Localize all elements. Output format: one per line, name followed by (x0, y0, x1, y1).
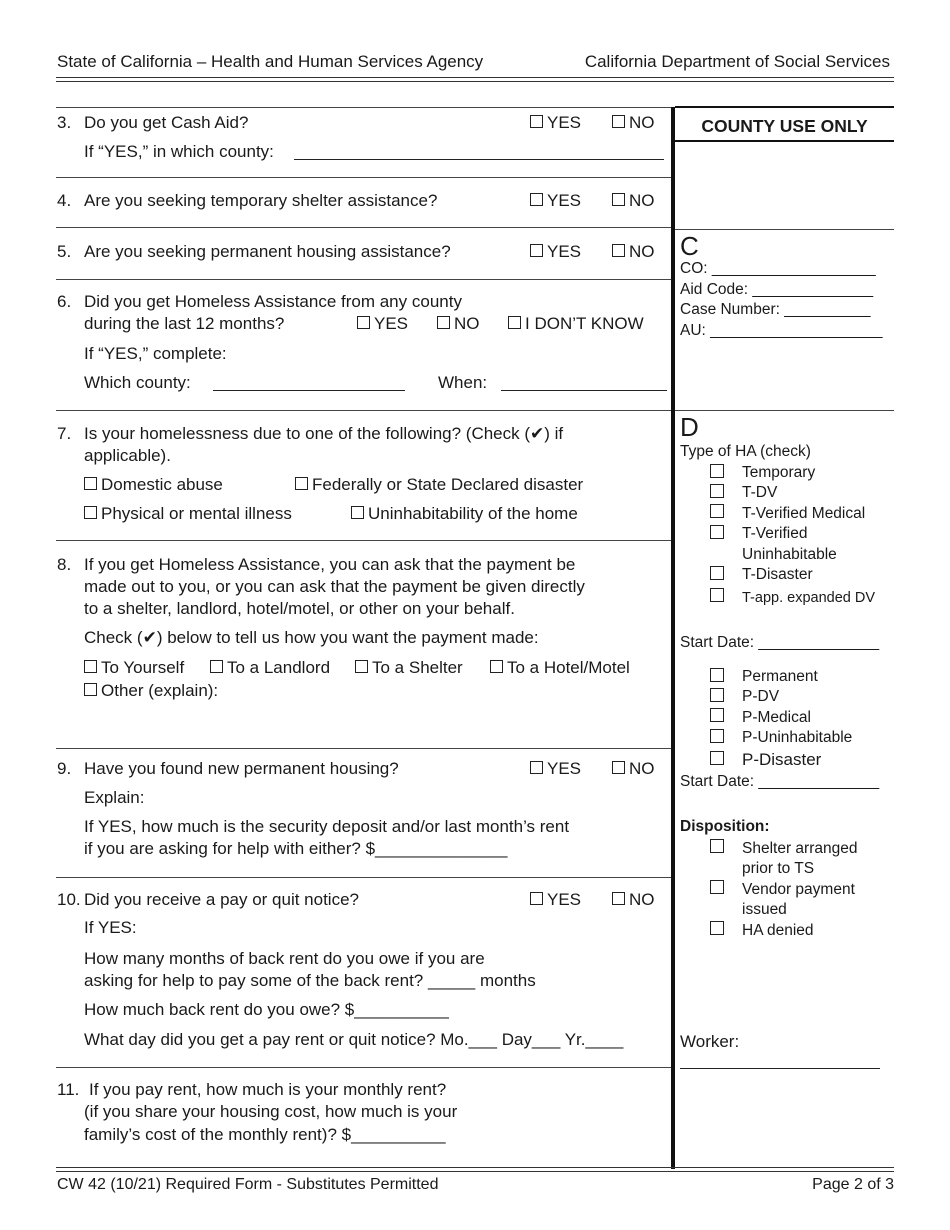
q6-number: 6. (57, 292, 72, 311)
option-label: Federally or State Declared disaster (312, 475, 584, 494)
no-label: NO (629, 890, 655, 909)
checkbox-icon[interactable] (530, 892, 543, 905)
q6-line1: Did you get Homeless Assistance from any county (84, 292, 462, 311)
option-label: Domestic abuse (101, 475, 223, 494)
footer-rule (56, 1167, 894, 1172)
no-label: NO (629, 242, 655, 261)
q10-yes-option[interactable] (530, 889, 581, 911)
q6-county-label: Which county: (84, 373, 191, 392)
q11-line3: family’s cost of the monthly rent)? $__________ (84, 1125, 446, 1144)
q10-line3: How much back rent do you owe? $__________ (84, 1000, 449, 1019)
worker-label: Worker: (680, 1032, 740, 1051)
checkbox-icon[interactable] (351, 506, 364, 519)
q9-line1: If YES, how much is the security deposit and/or last month’s rent (84, 817, 570, 836)
county-au-field: AU: ____________________ (680, 322, 883, 339)
no-label: NO (629, 191, 655, 210)
q7-line1: Is your homelessness due to one of the following? (Check (✔) if (84, 424, 564, 443)
q10-line1: How many months of back rent do you owe if you are (84, 949, 485, 968)
ha-denied-label: HA denied (742, 922, 814, 939)
q11-top-rule (56, 1067, 671, 1068)
q6-line2: during the last 12 months? (84, 314, 285, 333)
yes-label: YES (547, 113, 582, 132)
section-c-letter: C (680, 231, 699, 261)
q7-option-uninhabitability[interactable] (351, 503, 578, 525)
q5-no-option[interactable] (612, 241, 655, 263)
dont-know-label: I DON’T KNOW (525, 314, 644, 333)
q6-when-label: When: (438, 373, 488, 392)
option-label: To a Shelter (372, 658, 463, 677)
q10-top-rule (56, 877, 671, 878)
q11-line2: (if you share your housing cost, how much is your (84, 1102, 458, 1121)
q7-option-disaster[interactable] (295, 474, 583, 496)
checkbox-icon[interactable] (84, 506, 97, 519)
q11-line1: If you pay rent, how much is your monthly rent? (89, 1080, 447, 1099)
q8-number: 8. (57, 555, 72, 574)
county-co-field: CO: ___________________ (680, 260, 876, 277)
permanent-checkbox[interactable] (710, 668, 724, 682)
yes-label: YES (547, 759, 582, 778)
start-date-temporary: Start Date: ______________ (680, 634, 880, 651)
p-dv-checkbox[interactable] (710, 688, 724, 702)
checkbox-icon[interactable] (530, 761, 543, 774)
q9-text: Have you found new permanent housing? (84, 759, 399, 778)
q10-text: Did you receive a pay or quit notice? (84, 890, 359, 909)
county-rule-d (675, 410, 894, 411)
county-title-rule (675, 140, 894, 142)
q6-yes-option[interactable] (357, 313, 408, 335)
p-uninhabitable-checkbox[interactable] (710, 729, 724, 743)
option-label: To a Hotel/Motel (507, 658, 630, 677)
q8-option-landlord[interactable] (210, 657, 330, 679)
option-label: Other (explain): (101, 681, 219, 700)
county-rule-c (675, 229, 894, 230)
t-verified-uninhabitable-checkbox[interactable] (710, 525, 724, 539)
q6-no-option[interactable] (437, 313, 480, 335)
q7-line2: applicable). (84, 446, 171, 465)
q5-text: Are you seeking permanent housing assistance? (84, 242, 451, 261)
p-uninhabitable-label: P-Uninhabitable (742, 729, 853, 746)
q3-no-option[interactable] (612, 112, 655, 134)
prior-to-ts-label: prior to TS (742, 860, 815, 877)
checkbox-icon[interactable] (612, 761, 625, 774)
checkbox-icon[interactable] (84, 477, 97, 490)
temporary-checkbox[interactable] (710, 464, 724, 478)
county-use-only-title: COUNTY USE ONLY (701, 116, 868, 136)
temporary-label: Temporary (742, 464, 816, 481)
q4-number: 4. (57, 191, 72, 210)
p-disaster-checkbox[interactable] (710, 751, 724, 765)
checkbox-icon[interactable] (355, 660, 368, 673)
vendor-payment-checkbox[interactable] (710, 880, 724, 894)
county-case-number-field: Case Number: __________ (680, 301, 871, 318)
checkbox-icon[interactable] (210, 660, 223, 673)
checkbox-icon[interactable] (490, 660, 503, 673)
vendor-payment-label: Vendor payment (742, 881, 855, 898)
permanent-label: Permanent (742, 668, 818, 685)
t-verified-label: T-Verified (742, 525, 808, 542)
q3-top-rule (56, 107, 671, 108)
no-label: NO (454, 314, 480, 333)
option-label: To a Landlord (227, 658, 331, 677)
q9-top-rule (56, 748, 671, 749)
no-label: NO (629, 759, 655, 778)
yes-label: YES (547, 191, 582, 210)
checkbox-icon[interactable] (530, 244, 543, 257)
p-disaster-label: P-Disaster (742, 750, 822, 769)
t-app-expanded-dv-label: T-app. expanded DV (742, 590, 876, 606)
section-d-letter: D (680, 412, 699, 442)
q11-number: 11. (57, 1080, 80, 1099)
q3-text: Do you get Cash Aid? (84, 113, 249, 132)
q9-yes-option[interactable] (530, 758, 581, 780)
checkbox-icon[interactable] (612, 892, 625, 905)
q7-number: 7. (57, 424, 72, 443)
q4-text: Are you seeking temporary shelter assistance? (84, 191, 438, 210)
q6-if-yes: If “YES,” complete: (84, 344, 227, 363)
q8-line1: If you get Homeless Assistance, you can ask that the payment be (84, 555, 576, 574)
ha-denied-checkbox[interactable] (710, 921, 724, 935)
option-label: To Yourself (101, 658, 185, 677)
disposition-label: Disposition: (680, 818, 770, 835)
checkbox-icon[interactable] (612, 115, 625, 128)
header-agency: State of California – Health and Human Services Agency (57, 52, 484, 71)
option-label: Uninhabitability of the home (368, 504, 578, 523)
q10-if-yes: If YES: (84, 918, 137, 937)
q8-option-other[interactable] (84, 680, 218, 702)
q8-line2: made out to you, or you can ask that the payment be given directly (84, 577, 585, 596)
q8-option-hotel[interactable] (490, 657, 630, 679)
t-app-expanded-dv-checkbox[interactable] (710, 588, 724, 602)
checkbox-icon[interactable] (357, 316, 370, 329)
t-dv-label: T-DV (742, 484, 778, 501)
header-department: California Department of Social Services (584, 52, 890, 71)
t-verified-medical-label: T-Verified Medical (742, 505, 866, 522)
q3-county-label: If “YES,” in which county: (84, 142, 274, 161)
q3-county-field[interactable] (294, 159, 664, 160)
county-top-rule (675, 106, 894, 108)
checkbox-icon[interactable] (530, 193, 543, 206)
q6-when-field[interactable] (501, 390, 667, 391)
q9-no-option[interactable] (612, 758, 655, 780)
type-of-ha-label: Type of HA (check) (680, 443, 811, 460)
p-medical-checkbox[interactable] (710, 708, 724, 722)
q4-top-rule (56, 177, 671, 178)
checkbox-icon[interactable] (84, 660, 97, 673)
worker-field[interactable] (680, 1068, 880, 1069)
no-label: NO (629, 113, 655, 132)
t-disaster-label: T-Disaster (742, 566, 813, 583)
uninhabitable-label: Uninhabitable (742, 546, 837, 563)
option-label: Physical or mental illness (101, 504, 292, 523)
header-rule (56, 77, 894, 82)
yes-label: YES (547, 890, 582, 909)
q10-line2: asking for help to pay some of the back rent? _____ months (84, 971, 536, 990)
t-disaster-checkbox[interactable] (710, 566, 724, 580)
q8-top-rule (56, 540, 671, 541)
q6-dont-know-option[interactable] (508, 313, 644, 335)
q9-explain: Explain: (84, 788, 145, 807)
checkbox-icon[interactable] (84, 683, 97, 696)
q3-number: 3. (57, 113, 72, 132)
p-dv-label: P-DV (742, 688, 780, 705)
q10-no-option[interactable] (612, 889, 655, 911)
p-medical-label: P-Medical (742, 709, 811, 726)
q10-line4: What day did you get a pay rent or quit notice? Mo.___ Day___ Yr.____ (84, 1030, 624, 1049)
q9-line2: if you are asking for help with either? $______________ (84, 839, 508, 858)
q8-line3: to a shelter, landlord, hotel/motel, or other on your behalf. (84, 599, 515, 618)
q5-yes-option[interactable] (530, 241, 581, 263)
q4-yes-option[interactable] (530, 190, 581, 212)
yes-label: YES (547, 242, 582, 261)
footer-form-id: CW 42 (10/21) Required Form - Substitutes Permitted (57, 1176, 439, 1193)
q6-top-rule (56, 279, 671, 280)
county-aid-code-field: Aid Code: ______________ (680, 281, 874, 298)
shelter-arranged-label: Shelter arranged (742, 840, 858, 857)
q9-number: 9. (57, 759, 72, 778)
t-verified-medical-checkbox[interactable] (710, 504, 724, 518)
q8-option-yourself[interactable] (84, 657, 184, 679)
yes-label: YES (374, 314, 409, 333)
checkbox-icon[interactable] (295, 477, 308, 490)
q7-top-rule (56, 410, 671, 411)
checkbox-icon[interactable] (437, 316, 450, 329)
checkbox-icon[interactable] (530, 115, 543, 128)
t-dv-checkbox[interactable] (710, 484, 724, 498)
shelter-arranged-checkbox[interactable] (710, 839, 724, 853)
issued-label: issued (742, 901, 787, 918)
q10-number: 10. (57, 890, 81, 909)
q5-number: 5. (57, 242, 72, 261)
q4-no-option[interactable] (612, 190, 655, 212)
q8-option-shelter[interactable] (355, 657, 463, 679)
footer-page-number: Page 2 of 3 (812, 1176, 894, 1193)
q7-option-domestic-abuse[interactable] (84, 474, 223, 496)
q6-county-field[interactable] (213, 390, 405, 391)
checkbox-icon[interactable] (612, 193, 625, 206)
checkbox-icon[interactable] (508, 316, 521, 329)
checkbox-icon[interactable] (612, 244, 625, 257)
q3-yes-option[interactable] (530, 112, 581, 134)
column-divider (671, 107, 675, 1169)
q8-check-instruction: Check (✔) below to tell us how you want the payment made: (84, 628, 539, 647)
q7-option-illness[interactable] (84, 503, 292, 525)
q5-top-rule (56, 227, 671, 228)
start-date-permanent: Start Date: ______________ (680, 773, 880, 790)
